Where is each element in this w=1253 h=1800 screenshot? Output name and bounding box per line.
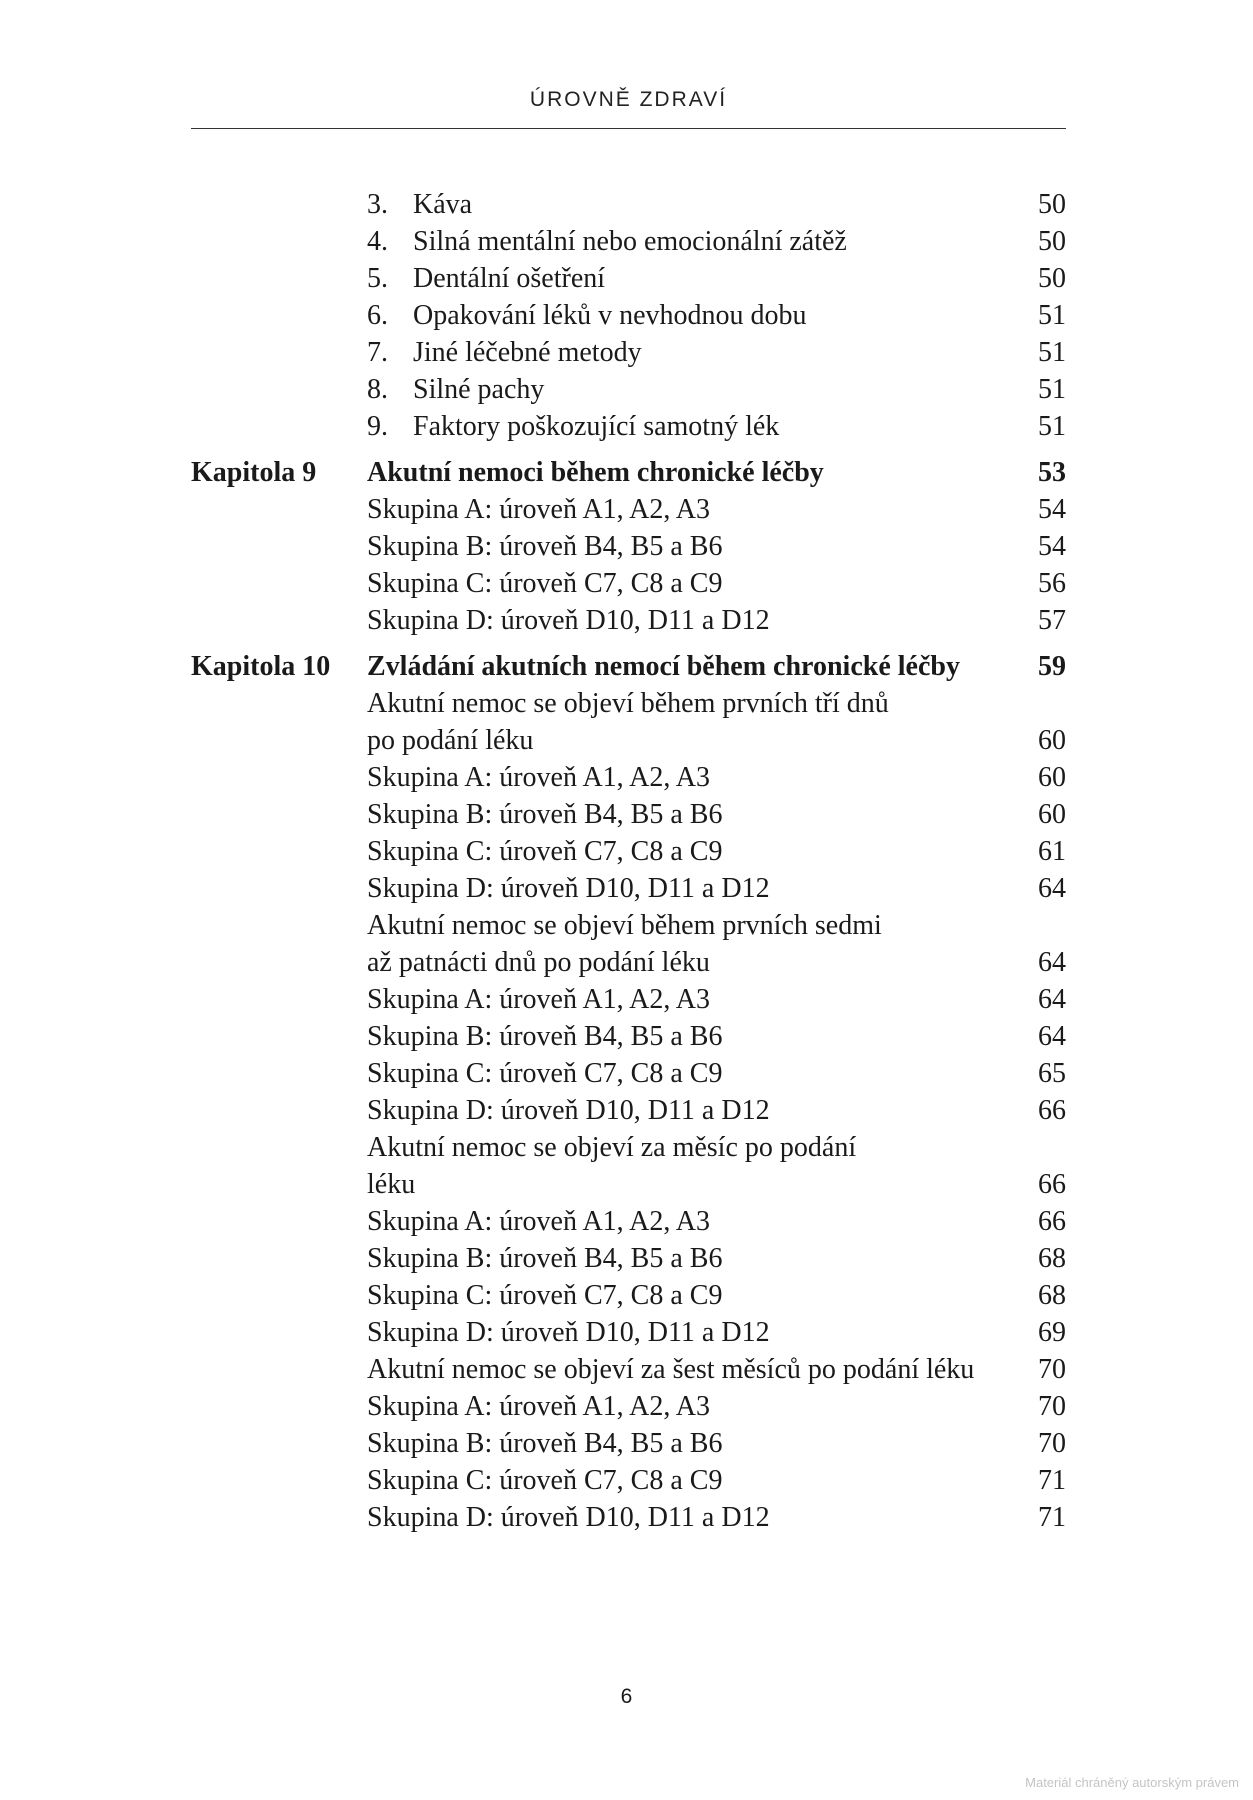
toc-entry-row [191, 408, 1066, 445]
toc-entry-row [191, 1314, 1066, 1351]
toc-entry-title: Skupina D: úroveň D10, D11 a D12 [367, 873, 770, 904]
toc-chapter-row [191, 648, 1066, 685]
toc-entry-title: Faktory poškozující samotný lék [413, 411, 780, 442]
toc-page-number: 66 [1038, 1206, 1066, 1237]
toc-entry-row [191, 1129, 1066, 1166]
toc-page-number: 71 [1038, 1465, 1066, 1496]
toc-entry-row [191, 565, 1066, 602]
toc-page-number: 64 [1038, 947, 1066, 978]
toc-entry-row [191, 870, 1066, 907]
toc-page-number: 54 [1038, 531, 1066, 562]
toc-entry-row [191, 491, 1066, 528]
running-head: ÚROVNĚ ZDRAVÍ [529, 88, 728, 111]
toc-page-number: 50 [1038, 189, 1066, 220]
toc-page-number: 71 [1038, 1502, 1066, 1533]
toc-entry-row [191, 1388, 1066, 1425]
toc-page-number: 51 [1038, 411, 1066, 442]
toc-entry-title: Skupina A: úroveň A1, A2, A3 [367, 1391, 711, 1422]
toc-page-number: 59 [1038, 651, 1066, 682]
toc-entry-row [191, 722, 1066, 759]
table-of-contents [191, 186, 1066, 1536]
copyright-watermark: Materiál chráněný autorským právem [1025, 1775, 1239, 1790]
toc-item-number: 7. [367, 337, 388, 368]
toc-page-number: 65 [1038, 1058, 1066, 1089]
toc-entry-title: Silné pachy [413, 374, 545, 405]
toc-entry-row [191, 1499, 1066, 1536]
toc-page-number: 60 [1038, 799, 1066, 830]
toc-entry-row [191, 260, 1066, 297]
toc-entry-row [191, 1351, 1066, 1388]
toc-entry-row [191, 685, 1066, 722]
toc-page-number: 60 [1038, 762, 1066, 793]
toc-entry-title: Skupina A: úroveň A1, A2, A3 [367, 762, 711, 793]
toc-entry-title: Skupina C: úroveň C7, C8 a C9 [367, 1058, 723, 1089]
toc-entry-title: Silná mentální nebo emocionální zátěž [413, 226, 847, 257]
toc-entry-row [191, 796, 1066, 833]
toc-entry-row [191, 297, 1066, 334]
toc-entry-title: Skupina B: úroveň B4, B5 a B6 [367, 531, 723, 562]
toc-entry-title: Skupina D: úroveň D10, D11 a D12 [367, 1095, 770, 1126]
toc-page-number: 64 [1038, 1021, 1066, 1052]
toc-entry-title: Skupina B: úroveň B4, B5 a B6 [367, 1021, 723, 1052]
toc-entry-title: Akutní nemoc se objeví za měsíc po podání [367, 1132, 857, 1163]
toc-entry-title: léku [367, 1169, 416, 1200]
toc-page-number: 70 [1038, 1354, 1066, 1385]
toc-page-number: 51 [1038, 374, 1066, 405]
toc-entry-title: Akutní nemoc se objeví během prvních tří dnů [367, 688, 889, 719]
toc-entry-title: Skupina B: úroveň B4, B5 a B6 [367, 1243, 723, 1274]
toc-page-number: 53 [1038, 457, 1066, 488]
toc-item-number: 5. [367, 263, 388, 294]
toc-page-number: 61 [1038, 836, 1066, 867]
toc-entry-title: Dentální ošetření [413, 263, 606, 294]
toc-entry-row [191, 1277, 1066, 1314]
toc-entry-title: Skupina B: úroveň B4, B5 a B6 [367, 799, 723, 830]
toc-entry-row [191, 1462, 1066, 1499]
toc-page-number: 68 [1038, 1243, 1066, 1274]
toc-entry-row [191, 186, 1066, 223]
toc-entry-title: Opakování léků v nevhodnou dobu [413, 300, 807, 331]
toc-page-number: 50 [1038, 263, 1066, 294]
toc-entry-title: Akutní nemoc se objeví za šest měsíců po podání léku [367, 1354, 975, 1385]
toc-chapter-label: Kapitola 9 [191, 457, 317, 488]
toc-entry-title: Skupina A: úroveň A1, A2, A3 [367, 1206, 711, 1237]
toc-item-number: 3. [367, 189, 388, 220]
toc-item-number: 8. [367, 374, 388, 405]
toc-entry-title: Skupina C: úroveň C7, C8 a C9 [367, 1280, 723, 1311]
toc-page-number: 57 [1038, 605, 1066, 636]
page-number: 6 [620, 1685, 633, 1708]
toc-entry-row [191, 907, 1066, 944]
toc-entry-title: Jiné léčebné metody [413, 337, 642, 368]
toc-item-number: 4. [367, 226, 388, 257]
toc-page-number: 70 [1038, 1391, 1066, 1422]
toc-entry-row [191, 334, 1066, 371]
toc-page-number: 66 [1038, 1095, 1066, 1126]
toc-entry-title: Akutní nemoci během chronické léčby [367, 457, 824, 488]
toc-entry-title: Káva [413, 189, 473, 220]
toc-entry-row [191, 1092, 1066, 1129]
toc-entry-row [191, 759, 1066, 796]
toc-chapter-row [191, 454, 1066, 491]
toc-page-number: 64 [1038, 984, 1066, 1015]
toc-entry-row [191, 1055, 1066, 1092]
toc-page-number: 60 [1038, 725, 1066, 756]
toc-entry-title: Skupina C: úroveň C7, C8 a C9 [367, 568, 723, 599]
toc-page-number: 54 [1038, 494, 1066, 525]
toc-entry-row [191, 833, 1066, 870]
toc-entry-row [191, 223, 1066, 260]
toc-entry-row [191, 602, 1066, 639]
toc-entry-title: Skupina C: úroveň C7, C8 a C9 [367, 836, 723, 867]
toc-entry-title: Akutní nemoc se objeví během prvních sedmi [367, 910, 882, 941]
toc-entry-title: Skupina D: úroveň D10, D11 a D12 [367, 1317, 770, 1348]
toc-page-number: 51 [1038, 337, 1066, 368]
toc-page-number: 66 [1038, 1169, 1066, 1200]
toc-entry-title: po podání léku [367, 725, 534, 756]
toc-page-number: 68 [1038, 1280, 1066, 1311]
toc-page-number: 69 [1038, 1317, 1066, 1348]
toc-entry-row [191, 1018, 1066, 1055]
header-rule [191, 128, 1066, 129]
toc-item-number: 6. [367, 300, 388, 331]
toc-entry-title: Skupina D: úroveň D10, D11 a D12 [367, 605, 770, 636]
toc-entry-title: až patnácti dnů po podání léku [367, 947, 710, 978]
toc-entry-row [191, 1425, 1066, 1462]
toc-entry-row [191, 528, 1066, 565]
toc-entry-row [191, 981, 1066, 1018]
toc-entry-title: Skupina A: úroveň A1, A2, A3 [367, 984, 711, 1015]
toc-entry-title: Skupina A: úroveň A1, A2, A3 [367, 494, 711, 525]
toc-entry-row [191, 944, 1066, 981]
toc-page-number: 70 [1038, 1428, 1066, 1459]
toc-page-number: 56 [1038, 568, 1066, 599]
toc-entry-row [191, 1203, 1066, 1240]
toc-entry-row [191, 1240, 1066, 1277]
toc-entry-row [191, 371, 1066, 408]
toc-item-number: 9. [367, 411, 388, 442]
toc-chapter-label: Kapitola 10 [191, 651, 331, 682]
toc-page-number: 64 [1038, 873, 1066, 904]
toc-page-number: 50 [1038, 226, 1066, 257]
toc-page-number: 51 [1038, 300, 1066, 331]
toc-entry-title: Skupina D: úroveň D10, D11 a D12 [367, 1502, 770, 1533]
toc-entry-title: Skupina B: úroveň B4, B5 a B6 [367, 1428, 723, 1459]
toc-entry-title: Skupina C: úroveň C7, C8 a C9 [367, 1465, 723, 1496]
toc-entry-row [191, 1166, 1066, 1203]
toc-entry-title: Zvládání akutních nemocí během chronické léčby [367, 651, 960, 682]
